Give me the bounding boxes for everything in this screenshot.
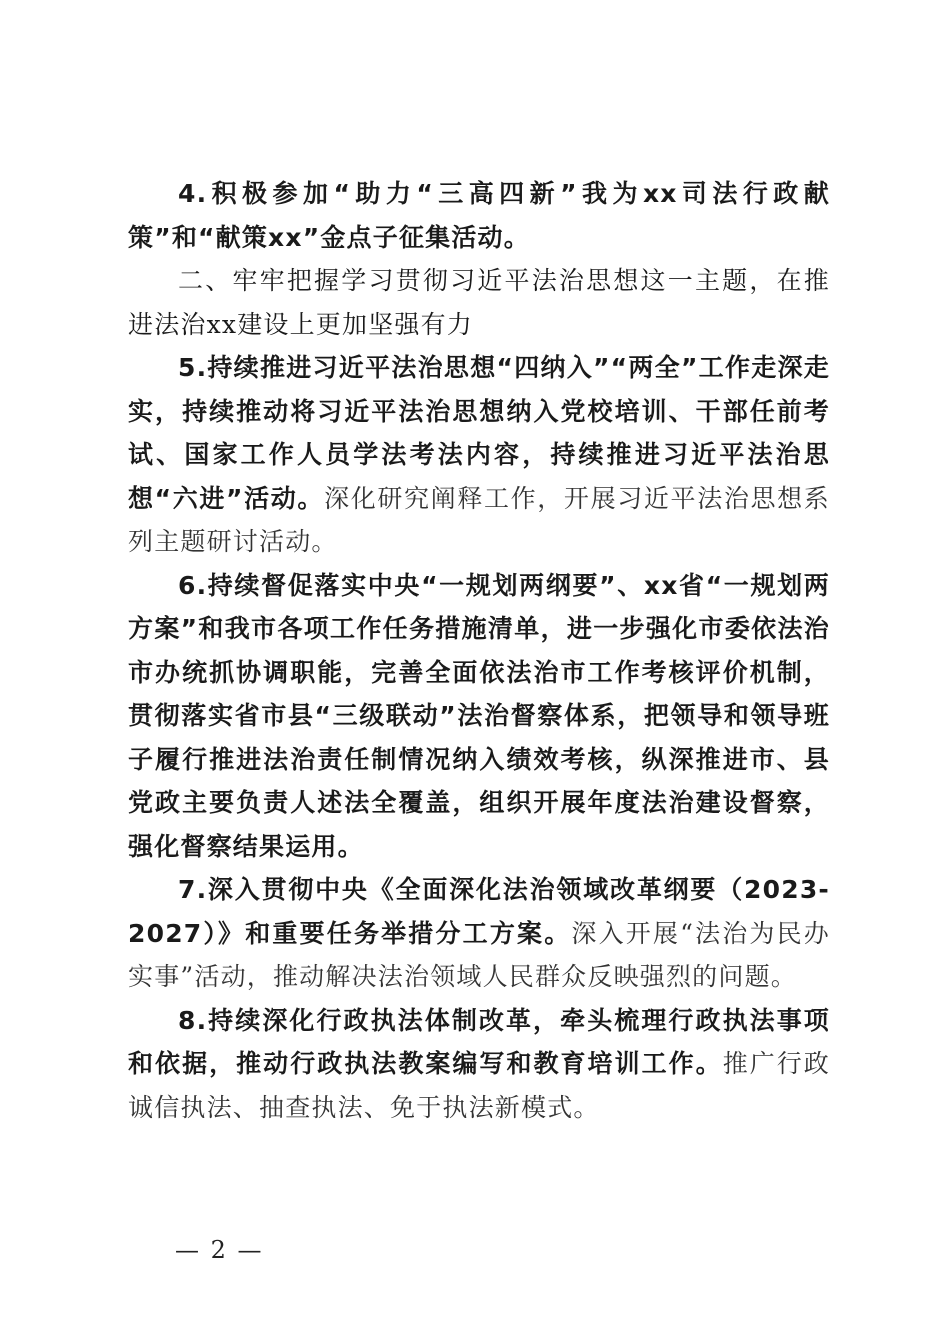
section-heading-2: 二、牢牢把握学习贯彻习近平法治思想这一主题，在推进法治xx建设上更加坚强有力: [128, 266, 830, 339]
document-body: [128, 172, 830, 1129]
paragraph-normal-text: 深入开展“法治为民办实事”活动，推动解决法治领域人民群众反映强烈的问题。: [128, 918, 830, 991]
paragraph-bold-text: 4.积极参加“助力“三高四新”我为xx司法行政献策”和“献策xx”金点子征集活动。: [128, 179, 830, 252]
page-number: — 2 —: [175, 1236, 264, 1264]
paragraph-bold-text: 8.持续深化行政执法体制改革，牵头梳理行政执法事项和依据，推动行政执法教案编写和教育培训工作。: [128, 1005, 830, 1078]
paragraph-normal-text: 深化研究阐释工作，开展习近平法治思想系列主题研讨活动。: [128, 483, 830, 556]
paragraph-bold-text: 5.持续推进习近平法治思想“四纳入”“两全”工作走深走实，持续推动将习近平法治思想纳入党校培训、干部任前考试、国家工作人员学法考法内容，持续推进习近平法治思想“六进”活动。: [128, 353, 830, 513]
paragraph-item-6: [128, 564, 830, 869]
paragraph-bold-text: 7.深入贯彻中央《全面深化法治领域改革纲要（2023-2027）》和重要任务举措分工方案。: [128, 875, 830, 948]
paragraph-normal-text: 推广行政诚信执法、抽查执法、免于执法新模式。: [128, 1049, 830, 1122]
paragraph-item-5: [128, 346, 830, 564]
paragraph-bold-text: 6.持续督促落实中央“一规划两纲要”、xx省“一规划两方案”和我市各项工作任务措施清单，进一步强化市委依法治市办统抓协调职能，完善全面依法治市工作考核评价机制，贯彻落实省市县“三级联动”法治督察体系，把领导和领导班子履行推进法治责任制情况纳入绩效考核，纵深推进市、县党政主要负责人述法全覆盖，组织开展年度法治建设督察，强化督察结果运用。: [128, 570, 830, 861]
paragraph-item-8: [128, 999, 830, 1130]
paragraph-item-7: [128, 868, 830, 999]
paragraph-item-4: [128, 172, 830, 259]
